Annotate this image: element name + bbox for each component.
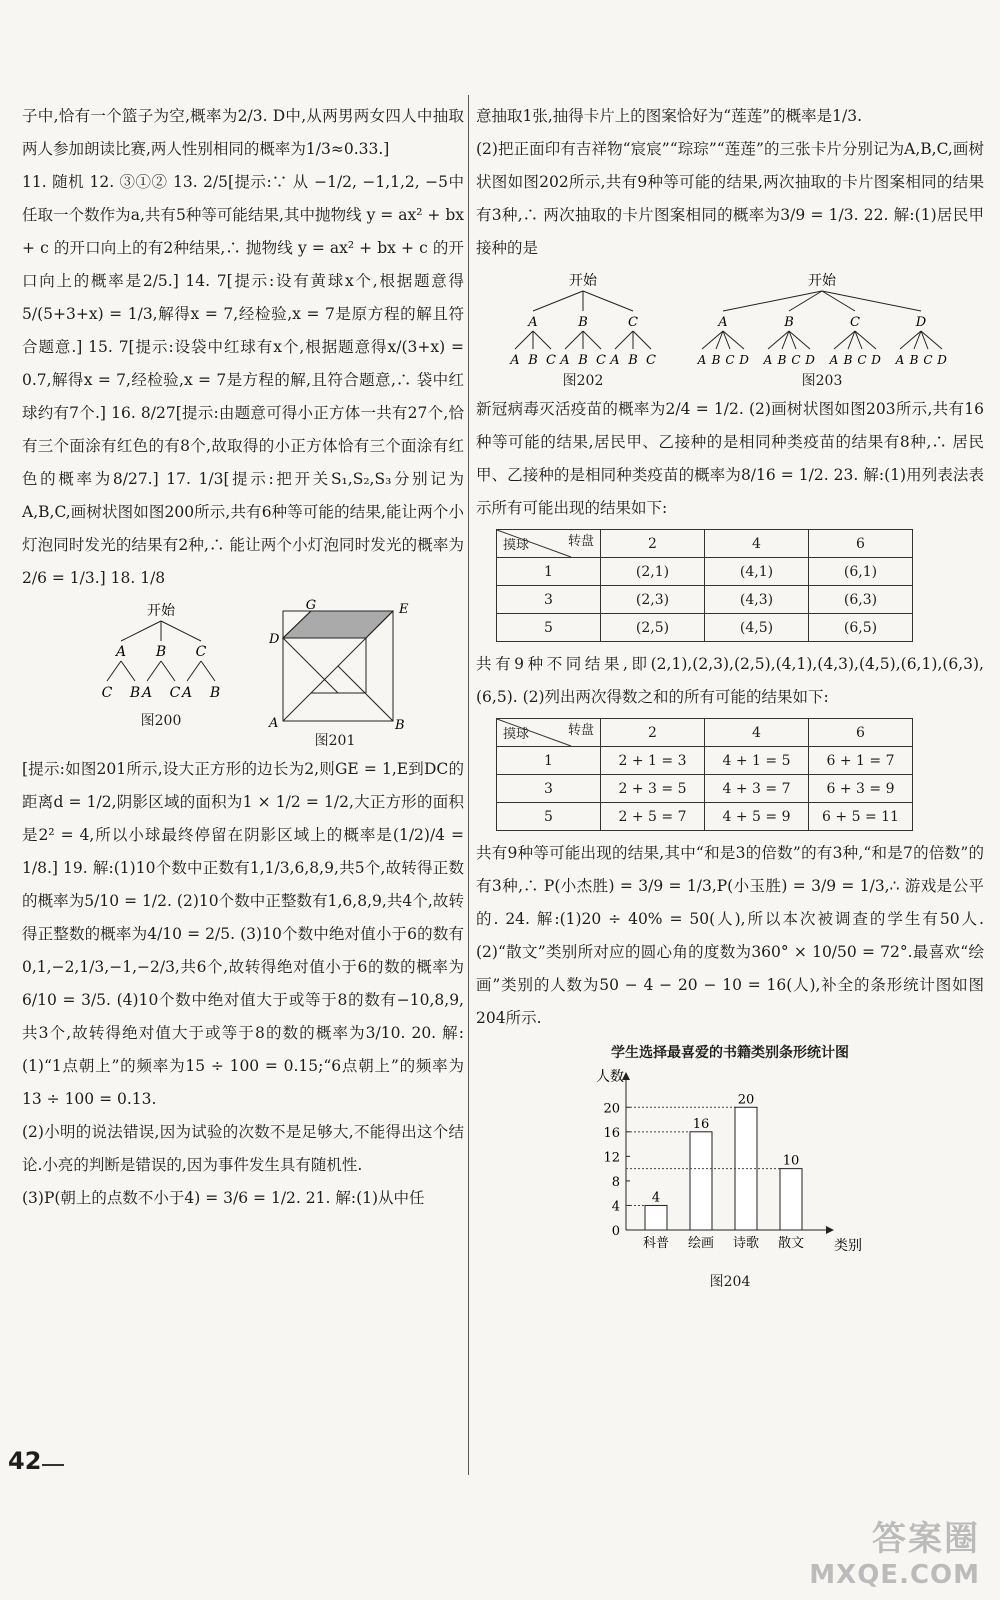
bar (690, 1132, 712, 1230)
figure-caption: 图202 (562, 373, 604, 389)
svg-text:G: G (305, 598, 317, 613)
svg-text:D: D (871, 353, 881, 367)
svg-text:A: A (560, 353, 570, 368)
svg-text:A: A (895, 353, 905, 367)
y-tick-label: 16 (603, 1125, 620, 1141)
tree-leaf: A (181, 685, 193, 701)
table-header: 6 (809, 719, 913, 747)
svg-text:A: A (528, 315, 538, 330)
bar-chart (476, 1070, 984, 1260)
svg-text:A: A (697, 353, 707, 367)
table-header: 4 (705, 530, 809, 558)
svg-text:A: A (510, 353, 520, 368)
left-paragraph-2: 11. 随机 12. ③①② 13. 2/5[提示:∵ 从 −1/2, −1,1,2, −5中任取一个数作为a,共有5种等可能结果,其中抛物线 y = ax² + bx + c 的开口向上的有2种结果,∴ 抛物线 y = ax² + bx + c 的开口向上的概率是2/5.] 14. 7[提示:设有黄球x个,根据题意得5/(5+3+x) = 1/3,解得x = 7,经检验,x = 7是原方程的解且符合题意.] 15. 7[提示:设袋中红球有x个,根据题意得x/(3+x) = 0.7,解得x = 7,经检验,x = 7是方程的解,且符合题意,∴ 袋中红球约有7个.] 16. 8/27[提示:由题意可得小正方体一共有27个,恰有三个面涂有红色的有8个,故取得的小正方体恰有三个面涂有红色的概率为8/27.] 17. 1/3[提示:把开关S₁,S₂,S₃分别记为A,B,C,画树状图如图200所示,共有6种等可能的结果,能让两个小灯泡同时发光的结果有2种,∴ 能让两个小灯泡同时发光的概率为2/6 = 1/3.] 18. 1/8 (22, 173, 464, 587)
left-paragraph-5: (3)P(朝上的点数不小于4) = 3/6 = 1/2. 21. 解:(1)从中任 (22, 1189, 425, 1207)
table-header: 2 (601, 530, 705, 558)
result-table-1 (496, 529, 913, 642)
svg-text:C: C (596, 353, 606, 368)
table-row: 3 2 + 3 = 5 4 + 3 = 7 6 + 3 = 9 (497, 775, 913, 803)
figure-203 (687, 271, 957, 391)
svg-text:B: B (843, 353, 853, 367)
svg-text:C: C (646, 353, 656, 368)
left-column (22, 100, 464, 1215)
svg-text:C: C (850, 315, 860, 330)
figure-201 (265, 598, 409, 751)
svg-text:B: B (578, 353, 588, 368)
x-axis-label: 类别 (834, 1238, 862, 1254)
figures-200-201 (22, 598, 464, 751)
svg-text:D: D (937, 353, 947, 367)
right-paragraph-3: 新冠病毒灭活疫苗的概率为2/4 = 1/2. (2)画树状图如图203所示,共有16种等可能的结果,居民甲、乙接种的是相同种类疫苗的结果有8种,∴ 居民甲、乙接种的是相同种类疫苗的概率为8/16 = 1/2. 23. 解:(1)用列表法表示所有可能出现的结果如下: (476, 400, 984, 517)
bar-value-label: 10 (782, 1153, 800, 1169)
bar (780, 1169, 802, 1230)
right-paragraph-5: 共有9种等可能出现的结果,其中“和是3的倍数”的有3种,“和是7的倍数”的有3种,∴ P(小杰胜) = 3/9 = 1/3,P(小玉胜) = 3/9 = 1/3,∴ 游戏是公平的. 24. 解:(1)20 ÷ 40% = 50(人),所以本次被调查的学生有50人. (2)“散文”类别所对应的圆心角的度数为360° × 10/50 = 72°.最喜欢“绘画”类别的人数为50 − 4 − 20 − 10 = 16(人),补全的条形统计图如图204所示. (476, 844, 984, 1027)
svg-text:C: C (791, 353, 801, 367)
table-header: 4 (705, 719, 809, 747)
svg-text:开始: 开始 (569, 273, 597, 289)
result-table-2 (496, 718, 913, 831)
figure-caption: 图203 (801, 373, 843, 389)
svg-text:C: C (628, 315, 638, 330)
watermark (809, 1511, 980, 1590)
left-paragraph-4: (2)小明的说法错误,因为试验的次数不是足够大,不能得出这个结论.小亮的判断是错误的,因为事件发生具有随机性. (22, 1123, 464, 1174)
svg-text:D: D (269, 632, 280, 647)
svg-text:C: C (857, 353, 867, 367)
category-label: 科普 (642, 1236, 670, 1251)
left-paragraph-1: 子中,恰有一个篮子为空,概率为2/3. D中,从两男两女四人中抽取两人参加朗读比赛,两人性别相同的概率为1/3≈0.33.] (22, 107, 464, 158)
svg-text:B: B (711, 353, 721, 367)
y-tick-label: 4 (611, 1199, 620, 1215)
page-number-rule (42, 1464, 64, 1466)
table-row: 5 (2,5) (4,5) (6,5) (497, 614, 913, 642)
left-paragraph-3: [提示:如图201所示,设大正方形的边长为2,则GE = 1,E到DC的距离d = 1/2,阴影区域的面积为1 × 1/2 = 1/2,大正方形的面积是2² = 4,所以小球最终停留在阴影区域上的概率是(1/2)/4 = 1/8.] 19. 解:(1)10个数中正数有1,1/3,6,8,9,共5个,故转得正数的概率为5/10 = 1/2. (2)10个数中正整数有1,6,8,9,共4个,故转得正整数的概率为4/10 = 2/5. (3)10个数中绝对值小于6的数有0,1,−2,1/3,−1,−2/3,共6个,故转得绝对值小于6的数的概率为6/10 = 3/5. (4)10个数中绝对值大于或等于8的数有−10,8,9,共3个,故转得绝对值大于或等于8的数的概率为3/10. 20. 解:(1)“1点朝上”的频率为15 ÷ 100 = 0.15;“6点朝上”的频率为13 ÷ 100 = 0.13. (22, 760, 464, 1108)
table-header: 2 (601, 719, 705, 747)
table-row: 1 2 + 1 = 3 4 + 1 = 5 6 + 1 = 7 (497, 747, 913, 775)
bar (645, 1205, 667, 1230)
figure-caption: 图200 (140, 713, 182, 729)
y-tick-label: 8 (611, 1174, 620, 1190)
tree-diagram-200 (81, 601, 241, 711)
bar-value-label: 20 (737, 1092, 755, 1108)
tree-node: C (195, 644, 207, 660)
svg-text:C: C (725, 353, 735, 367)
svg-text:A: A (718, 315, 728, 330)
table-header: 6 (809, 530, 913, 558)
tree-diagram-202 (503, 271, 663, 371)
table-row: 5 2 + 5 = 7 4 + 5 = 9 6 + 5 = 11 (497, 803, 913, 831)
y-tick-label: 12 (603, 1150, 620, 1166)
right-paragraph-1: 意抽取1张,抽得卡片上的图案恰好为“莲莲”的概率是1/3. (476, 107, 863, 125)
table-corner: 转盘 摸球 (497, 530, 601, 558)
figures-202-203 (476, 271, 984, 391)
bar-value-label: 4 (651, 1190, 661, 1206)
svg-text:B: B (777, 353, 787, 367)
watermark-domain: MXQE.COM (809, 1560, 980, 1590)
y-axis-label: 人数 (596, 1069, 624, 1085)
table-corner: 转盘 摸球 (497, 719, 601, 747)
table-row: 3 (2,3) (4,3) (6,3) (497, 586, 913, 614)
figure-caption: 图201 (314, 733, 356, 749)
svg-text:B: B (395, 718, 405, 733)
chart-caption: 图204 (709, 1274, 751, 1290)
right-paragraph-4: 共有9种不同结果,即(2,1),(2,3),(2,5),(4,1),(4,3),(4,5),(6,1),(6,3),(6,5). (2)列出两次得数之和的所有可能的结果如下: (476, 655, 984, 706)
y-tick-label: 0 (611, 1224, 620, 1239)
svg-text:B: B (628, 353, 638, 368)
svg-text:A: A (610, 353, 620, 368)
svg-text:C: C (546, 353, 556, 368)
column-divider (468, 95, 469, 1475)
svg-text:A: A (269, 716, 279, 731)
tree-node: A (115, 644, 127, 660)
tree-root: 开始 (147, 603, 175, 619)
svg-text:A: A (763, 353, 773, 367)
tree-leaf: B (209, 685, 221, 701)
svg-text:B: B (528, 353, 538, 368)
svg-text:E: E (399, 602, 409, 617)
category-label: 绘画 (687, 1236, 715, 1251)
bar-value-label: 16 (692, 1116, 710, 1132)
square-diagram-201 (265, 598, 409, 733)
svg-text:D: D (739, 353, 749, 367)
figure-200 (81, 601, 241, 751)
tree-node: B (155, 644, 167, 660)
svg-text:D: D (805, 353, 815, 367)
y-tick-label: 20 (603, 1101, 620, 1117)
figure-202 (503, 271, 663, 391)
tree-leaf: B (129, 685, 141, 701)
page-number: 42 (8, 1447, 42, 1475)
category-label: 诗歌 (732, 1236, 760, 1251)
watermark-logo-text: 答案圈 (872, 1519, 980, 1559)
svg-text:B: B (909, 353, 919, 367)
category-label: 散文 (777, 1236, 805, 1251)
svg-text:A: A (829, 353, 839, 367)
svg-text:B: B (784, 315, 794, 330)
chart-title: 学生选择最喜爱的书籍类别条形统计图 (611, 1045, 849, 1061)
svg-text:B: B (578, 315, 588, 330)
svg-text:开始: 开始 (808, 273, 836, 289)
right-paragraph-2: (2)把正面印有吉祥物“宸宸”“琮琮”“莲莲”的三张卡片分别记为A,B,C,画树状图如图202所示,共有9种等可能的结果,两次抽取的卡片图案相同的结果有3种,∴ 两次抽取的卡片图案相同的概率为3/9 = 1/3. 22. 解:(1)居民甲接种的是 (476, 140, 984, 257)
right-column (476, 100, 984, 1292)
x-axis-arrow (826, 1226, 834, 1234)
svg-text:D: D (915, 315, 927, 330)
svg-text:C: C (923, 353, 933, 367)
tree-leaf: A (141, 685, 153, 701)
table-row: 1 (2,1) (4,1) (6,1) (497, 558, 913, 586)
tree-leaf: C (101, 685, 113, 701)
tree-diagram-203 (687, 271, 957, 371)
tree-leaf: C (169, 685, 181, 701)
